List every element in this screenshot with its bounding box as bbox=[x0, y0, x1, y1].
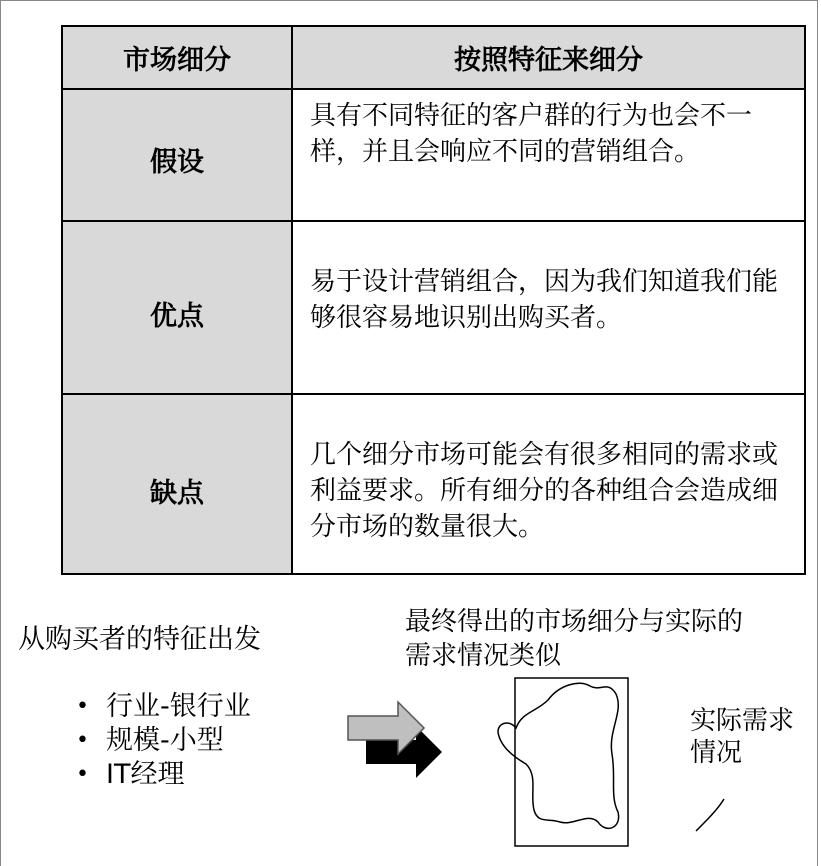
bullet-icon: • bbox=[76, 694, 89, 719]
list-item-label: IT经理 bbox=[106, 759, 185, 790]
list-item-label: 行业-银行业 bbox=[106, 691, 251, 722]
header-market-segmentation: 市场细分 bbox=[62, 26, 292, 89]
result-caption-line-1: 最终得出的市场细分与实际的 bbox=[405, 607, 744, 637]
criteria-list bbox=[76, 690, 251, 792]
row-text-advantages: 易于设计营销组合，因为我们知道我们能够很容易地识别出购买者。 bbox=[292, 221, 805, 394]
row-text-assumption: 具有不同特征的客户群的行为也会不一样，并且会响应不同的营销组合。 bbox=[292, 89, 805, 221]
list-item bbox=[76, 758, 251, 792]
result-caption bbox=[405, 605, 743, 673]
table-header-row bbox=[62, 26, 805, 89]
actual-demand-label bbox=[690, 705, 794, 769]
table-row-disadvantages bbox=[62, 394, 805, 574]
list-item-label: 规模-小型 bbox=[106, 725, 224, 756]
list-item bbox=[76, 724, 251, 758]
row-label-disadvantages: 缺点 bbox=[62, 394, 292, 574]
table-row-assumption bbox=[62, 89, 805, 221]
result-caption-line-2: 需求情况类似 bbox=[405, 641, 562, 671]
segment-box-diagram bbox=[490, 672, 640, 852]
row-label-advantages: 优点 bbox=[62, 221, 292, 394]
segment-rectangle bbox=[515, 678, 628, 846]
buyer-characteristics-title: 从购买者的特征出发 bbox=[18, 624, 261, 655]
demand-blob-outline bbox=[498, 683, 619, 828]
right-arrow-icon bbox=[340, 700, 450, 785]
row-text-disadvantages: 几个细分市场可能会有很多相同的需求或利益要求。所有细分的各种组合会造成细分市场的数量很大。 bbox=[292, 394, 805, 574]
bullet-icon: • bbox=[76, 728, 89, 753]
actual-demand-line-2: 情况 bbox=[690, 738, 743, 768]
bullet-icon: • bbox=[76, 762, 89, 787]
pointer-line bbox=[690, 795, 730, 835]
segmentation-table bbox=[61, 25, 806, 575]
row-label-assumption: 假设 bbox=[62, 89, 292, 221]
table-row-advantages bbox=[62, 221, 805, 394]
pointer-stroke bbox=[696, 799, 724, 831]
list-item bbox=[76, 690, 251, 724]
actual-demand-line-1: 实际需求 bbox=[690, 706, 795, 736]
header-by-characteristics: 按照特征来细分 bbox=[292, 26, 805, 89]
